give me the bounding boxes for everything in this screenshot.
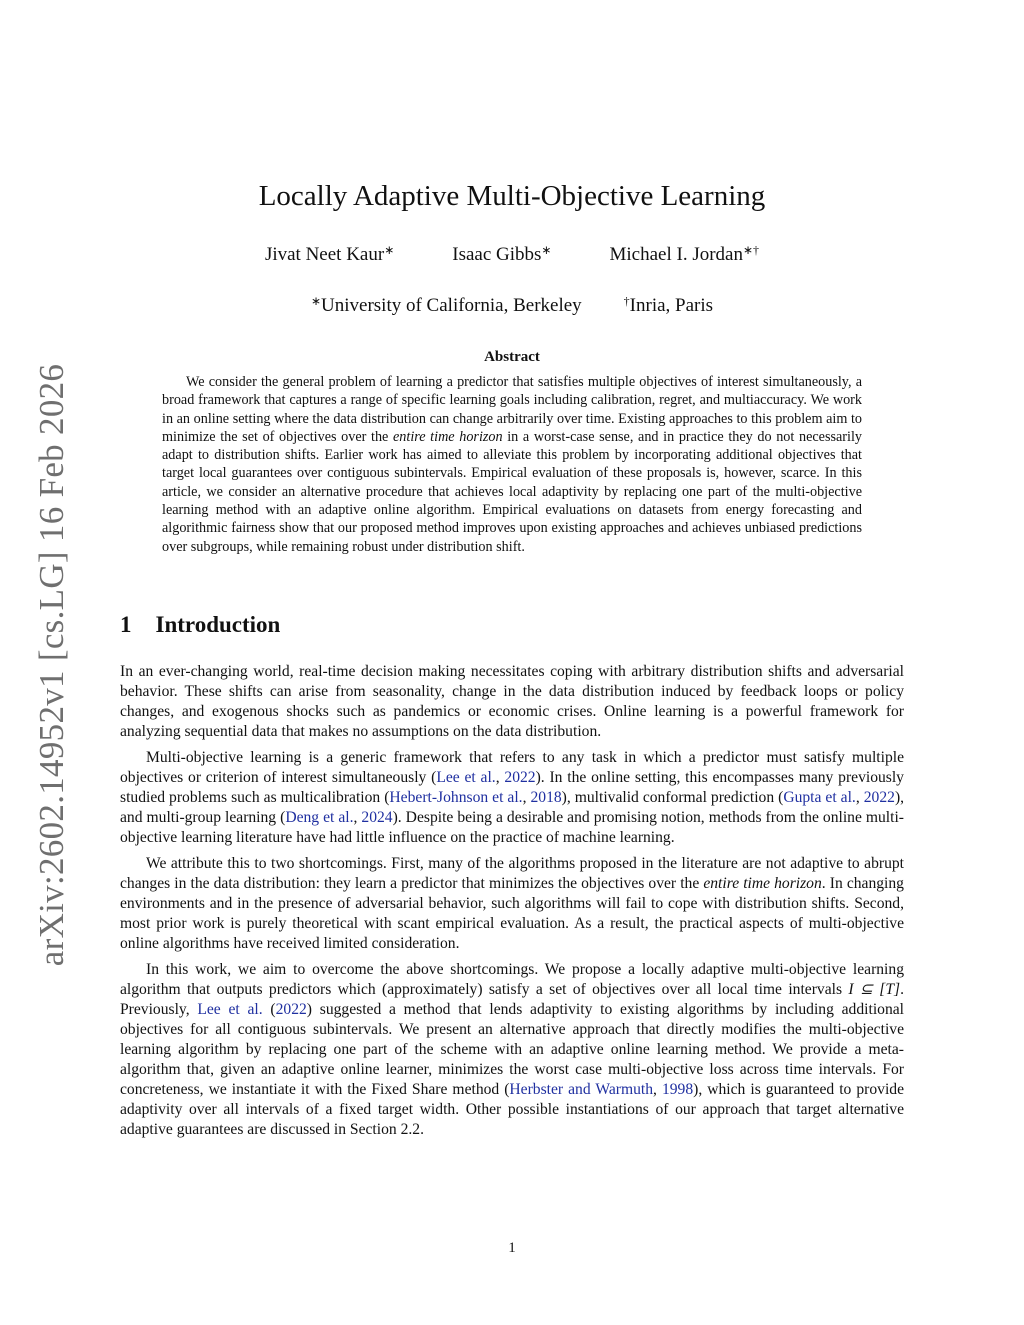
- affiliation: [624, 295, 713, 317]
- text-run: ) suggested a method that lends adaptivity to existing algorithms by including additional objectives for all contiguous subintervals. We present an alternative approach that directly modifies the multi-objective learning algorithm by replacing one part of the scheme with an adaptive online learning method. We provide a meta-algorithm that, given an adaptive online learner, minimizes the worst case multi-objective loss across time intervals. For concreteness, we instantiate it with the Fixed Share method (: [120, 1001, 904, 1098]
- citation-link[interactable]: 2024: [361, 809, 393, 826]
- author: [609, 244, 759, 266]
- paper-title: Locally Adaptive Multi-Objective Learning: [258, 180, 766, 212]
- abstract-heading: Abstract: [484, 349, 540, 365]
- text-run: Multi-objective learning is a generic framework that refers to any task in which a predictor must satisfy multiple objectives or criterion of interest simultaneously (: [120, 749, 904, 786]
- citation-link[interactable]: 2022: [275, 1001, 307, 1018]
- paragraph: [120, 748, 904, 848]
- citation-link[interactable]: Lee et al.: [436, 769, 496, 786]
- text-run: ,: [495, 769, 505, 786]
- author: [452, 244, 551, 266]
- citation-link[interactable]: 2022: [863, 789, 895, 806]
- abstract-text-part: We consider the general problem of learning a predictor that satisfies multiple objectives of interest simultaneously, a broad framework that captures a range of specific learning goals including calibration, regret, and multiaccuracy. We work in an online setting where the data distribution can change arbitrarily over time. Existing approaches to this problem aim to minimize the set of objectives over the: [162, 374, 862, 445]
- math-expression: I ⊆ [T]: [848, 981, 901, 998]
- section-heading: [120, 612, 280, 638]
- citation-link[interactable]: Gupta et al.: [783, 789, 856, 806]
- arxiv-stamp: [32, 363, 72, 967]
- author: [265, 244, 394, 266]
- author-mark: ∗†: [742, 243, 760, 257]
- author-name: Isaac Gibbs: [452, 244, 542, 265]
- citation-link[interactable]: 1998: [661, 1081, 694, 1098]
- paragraph: In an ever-changing world, real-time decision making necessitates coping with arbitrary distribution shifts and adversarial behavior. These shifts can arise from seasonality, change in the data distribution induced by feedback loops or policy changes, and exogenous shocks such as pandemics or economic crises. Online learning is a powerful framework for analyzing sequential data that makes no assumptions on the data distribution.: [120, 663, 904, 740]
- text-run: (: [262, 1001, 276, 1018]
- emphasis: entire time horizon: [703, 875, 822, 892]
- author-list: [0, 244, 1024, 266]
- abstract-text: [162, 373, 862, 556]
- introduction-body: [120, 662, 904, 1146]
- text-run: ), and multi-group learning (: [120, 789, 905, 826]
- citation-link[interactable]: 2018: [530, 789, 562, 806]
- affiliation-mark: †: [623, 294, 630, 308]
- citation-link[interactable]: 2022: [504, 769, 536, 786]
- text-run: ), multivalid conformal prediction (: [561, 789, 784, 806]
- text-run: . Previously,: [120, 981, 904, 1018]
- affiliation-name: Inria, Paris: [629, 295, 714, 316]
- affiliation: [311, 295, 582, 317]
- text-run: ,: [522, 789, 531, 806]
- arxiv-stamp-text: arXiv:2602.14952v1 [cs.LG] 16 Feb 2026: [32, 363, 71, 967]
- text-run: ,: [353, 809, 362, 826]
- paragraph: [120, 960, 904, 1140]
- citation-link[interactable]: Deng et al.: [285, 809, 354, 826]
- author-name: Jivat Neet Kaur: [264, 244, 385, 265]
- text-run: ). Despite being a desirable and promising notion, methods from the online multi-objective learning literature have had little influence on the practice of machine learning.: [120, 809, 904, 846]
- abstract-emphasis: entire time horizon: [392, 428, 503, 445]
- author-name: Michael I. Jordan: [609, 244, 743, 265]
- author-mark: ∗: [541, 243, 552, 257]
- affiliation-name: University of California, Berkeley: [321, 295, 582, 316]
- affiliation-mark: ∗: [310, 294, 322, 308]
- text-run: We attribute this to two shortcomings. First, many of the algorithms proposed in the literature are not adaptive to abrupt changes in the data distribution: they learn a predictor that minimizes the objectives over the: [120, 855, 904, 892]
- citation-link[interactable]: Lee et al.: [197, 1001, 263, 1018]
- section-number: 1: [120, 612, 132, 637]
- citation-link[interactable]: Hebert-Johnson et al.: [389, 789, 523, 806]
- author-mark: ∗: [384, 243, 395, 257]
- citation-link[interactable]: Herbster and Warmuth: [509, 1081, 654, 1098]
- affiliation-list: [0, 295, 1024, 317]
- text-run: ), which is guaranteed to provide adaptivity over all intervals of a fixed target width. Other possible instantiations of our approach that target alternative adaptive guarantees are discussed in Section 2.2.: [120, 1081, 904, 1138]
- text-run: . In changing environments and in the presence of adversarial behavior, such algorithms will fail to cope with distribution shifts. Second, most prior work is purely theoretical with scant empirical evaluation. As a result, the practical aspects of multi-objective online algorithms have received limited consideration.: [120, 875, 904, 952]
- text-run: ). In the online setting, this encompasses many previously studied problems such as multicalibration (: [120, 769, 904, 806]
- text-run: In this work, we aim to overcome the above shortcomings. We propose a locally adaptive multi-objective learning algorithm that outputs predictors which (approximately) satisfy a set of objectives over all local time intervals: [120, 961, 904, 998]
- paragraph: [120, 854, 904, 954]
- text-run: ,: [653, 1081, 662, 1098]
- text-run: ,: [855, 789, 864, 806]
- page-number: 1: [508, 1240, 516, 1256]
- section-title: Introduction: [155, 612, 281, 637]
- abstract-text-part: in a worst-case sense, and in practice they do not necessarily adapt to distribution shifts. Earlier work has aimed to alleviate this problem by incorporating additional objectives that target local guarantees over contiguous subintervals. Empirical evaluation of these proposals is, however, scarce. In this article, we consider an alternative procedure that achieves local adaptivity by replacing one part of the multi-objective learning method with an adaptive online algorithm. Empirical evaluations on datasets from energy forecasting and algorithmic fairness show that our proposed method improves upon existing approaches and achieves unbiased predictions over subgroups, while remaining robust under distribution shift.: [162, 428, 862, 555]
